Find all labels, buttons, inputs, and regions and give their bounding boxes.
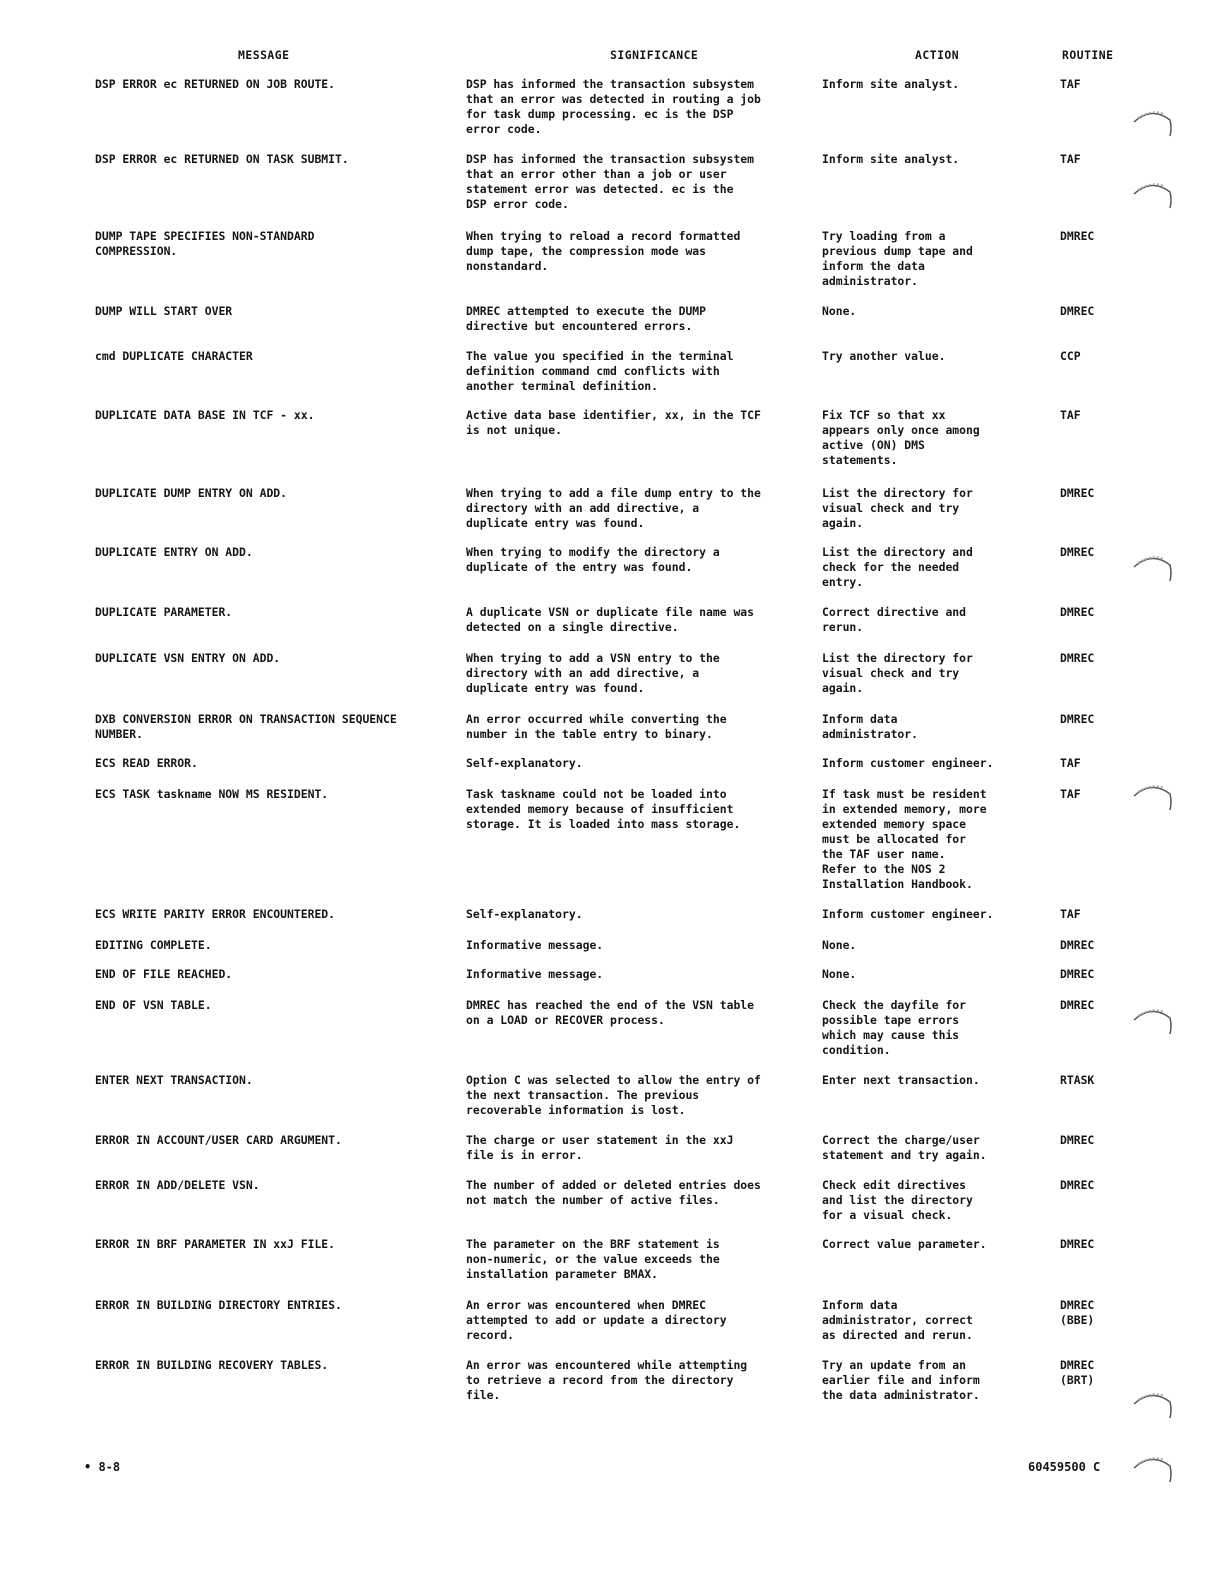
routine-text: DMREC bbox=[1060, 1178, 1095, 1192]
column-header-routine: ROUTINE bbox=[1062, 48, 1114, 62]
message-text: DUPLICATE VSN ENTRY ON ADD. bbox=[95, 651, 281, 665]
significance-text: Self-explanatory. bbox=[466, 756, 583, 770]
action-text: List the directory for visual check and try again. bbox=[822, 651, 973, 695]
action-text: Fix TCF so that xx appears only once among active (ON) DMS statements. bbox=[822, 408, 980, 467]
routine-text: DMREC bbox=[1060, 967, 1095, 981]
significance-text: DMREC attempted to execute the DUMP directive but encountered errors. bbox=[466, 304, 707, 333]
action-text: If task must be resident in extended memory, more extended memory space must be allocated for the TAF user name. Refer to the NOS 2 Installation Handbook. bbox=[822, 787, 987, 891]
message-text: DUPLICATE ENTRY ON ADD. bbox=[95, 545, 253, 559]
significance-text: When trying to modify the directory a duplicate of the entry was found. bbox=[466, 545, 720, 574]
document-number: 60459500 C bbox=[1028, 1460, 1101, 1474]
message-text: ERROR IN ACCOUNT/USER CARD ARGUMENT. bbox=[95, 1133, 342, 1147]
action-text: Correct the charge/user statement and try again. bbox=[822, 1133, 987, 1162]
punch-hole-mark bbox=[1128, 172, 1176, 220]
significance-text: An error occurred while converting the number in the table entry to binary. bbox=[466, 712, 727, 741]
action-text: Inform customer engineer. bbox=[822, 756, 994, 770]
routine-text: DMREC bbox=[1060, 1133, 1095, 1147]
significance-text: An error was encountered when DMREC attempted to add or update a directory record. bbox=[466, 1298, 727, 1342]
significance-text: Self-explanatory. bbox=[466, 907, 583, 921]
message-text: ECS TASK taskname NOW MS RESIDENT. bbox=[95, 787, 329, 801]
significance-text: When trying to add a VSN entry to the directory with an add directive, a duplicate entry was found. bbox=[466, 651, 720, 695]
action-text: Try an update from an earlier file and inform the data administrator. bbox=[822, 1358, 980, 1402]
action-text: Inform site analyst. bbox=[822, 152, 960, 166]
significance-text: The parameter on the BRF statement is non-numeric, or the value exceeds the installation parameter BMAX. bbox=[466, 1237, 720, 1281]
message-text: END OF VSN TABLE. bbox=[95, 998, 212, 1012]
action-text: Inform site analyst. bbox=[822, 77, 960, 91]
routine-text: TAF bbox=[1060, 152, 1081, 166]
significance-text: Task taskname could not be loaded into extended memory because of insufficient storage. It is loaded into mass storage. bbox=[466, 787, 741, 831]
action-text: None. bbox=[822, 304, 857, 318]
message-text: DUPLICATE DUMP ENTRY ON ADD. bbox=[95, 486, 288, 500]
significance-text: The number of added or deleted entries does not match the number of active files. bbox=[466, 1178, 761, 1207]
action-text: Try loading from a previous dump tape and inform the data administrator. bbox=[822, 229, 973, 288]
message-text: DSP ERROR ec RETURNED ON JOB ROUTE. bbox=[95, 77, 336, 91]
significance-text: When trying to reload a record formatted dump tape, the compression mode was nonstandard. bbox=[466, 229, 741, 273]
action-text: Check edit directives and list the directory for a visual check. bbox=[822, 1178, 973, 1222]
significance-text: The charge or user statement in the xxJ file is in error. bbox=[466, 1133, 734, 1162]
routine-text: DMREC bbox=[1060, 712, 1095, 726]
routine-text: DMREC bbox=[1060, 651, 1095, 665]
action-text: Inform data administrator, correct as directed and rerun. bbox=[822, 1298, 973, 1342]
routine-text: TAF bbox=[1060, 907, 1081, 921]
routine-text: TAF bbox=[1060, 408, 1081, 422]
routine-text: DMREC (BBE) bbox=[1060, 1298, 1095, 1327]
message-text: ERROR IN ADD/DELETE VSN. bbox=[95, 1178, 260, 1192]
message-text: ENTER NEXT TRANSACTION. bbox=[95, 1073, 253, 1087]
message-text: DUMP TAPE SPECIFIES NON-STANDARD COMPRESSION. bbox=[95, 229, 315, 258]
column-header-message: MESSAGE bbox=[238, 48, 290, 62]
routine-text: DMREC bbox=[1060, 938, 1095, 952]
action-text: Correct value parameter. bbox=[822, 1237, 987, 1251]
routine-text: RTASK bbox=[1060, 1073, 1095, 1087]
routine-text: CCP bbox=[1060, 349, 1081, 363]
significance-text: Informative message. bbox=[466, 938, 604, 952]
column-header-action: ACTION bbox=[915, 48, 960, 62]
action-text: Enter next transaction. bbox=[822, 1073, 980, 1087]
message-text: ERROR IN BRF PARAMETER IN xxJ FILE. bbox=[95, 1237, 336, 1251]
message-text: DUPLICATE PARAMETER. bbox=[95, 605, 233, 619]
message-text: END OF FILE REACHED. bbox=[95, 967, 233, 981]
punch-hole-mark bbox=[1128, 774, 1176, 822]
routine-text: TAF bbox=[1060, 77, 1081, 91]
message-text: DSP ERROR ec RETURNED ON TASK SUBMIT. bbox=[95, 152, 349, 166]
significance-text: A duplicate VSN or duplicate file name was detected on a single directive. bbox=[466, 605, 755, 634]
message-text: DXB CONVERSION ERROR ON TRANSACTION SEQUENCE NUMBER. bbox=[95, 712, 397, 741]
message-text: ERROR IN BUILDING DIRECTORY ENTRIES. bbox=[95, 1298, 342, 1312]
routine-text: DMREC (BRT) bbox=[1060, 1358, 1095, 1387]
significance-text: DSP has informed the transaction subsystem that an error was detected in routing a job for task dump processing. ec is the DSP error code. bbox=[466, 77, 761, 136]
message-text: cmd DUPLICATE CHARACTER bbox=[95, 349, 253, 363]
significance-text: DSP has informed the transaction subsystem that an error other than a job or user statement error was detected. ec is the DSP error code. bbox=[466, 152, 755, 211]
message-text: EDITING COMPLETE. bbox=[95, 938, 212, 952]
action-text: Try another value. bbox=[822, 349, 946, 363]
routine-text: TAF bbox=[1060, 756, 1081, 770]
significance-text: Option C was selected to allow the entry of the next transaction. The previous recoverable information is lost. bbox=[466, 1073, 761, 1117]
punch-hole-mark bbox=[1128, 545, 1176, 593]
message-text: ERROR IN BUILDING RECOVERY TABLES. bbox=[95, 1358, 329, 1372]
message-text: ECS WRITE PARITY ERROR ENCOUNTERED. bbox=[95, 907, 336, 921]
punch-hole-mark bbox=[1128, 1382, 1176, 1430]
action-text: Inform customer engineer. bbox=[822, 907, 994, 921]
punch-hole-mark bbox=[1128, 100, 1176, 148]
action-text: Correct directive and rerun. bbox=[822, 605, 967, 634]
message-text: ECS READ ERROR. bbox=[95, 756, 198, 770]
significance-text: An error was encountered while attempting to retrieve a record from the directory file. bbox=[466, 1358, 748, 1402]
punch-hole-mark bbox=[1128, 1446, 1176, 1494]
routine-text: DMREC bbox=[1060, 486, 1095, 500]
action-text: Check the dayfile for possible tape errors which may cause this condition. bbox=[822, 998, 967, 1057]
message-text: DUMP WILL START OVER bbox=[95, 304, 233, 318]
routine-text: DMREC bbox=[1060, 545, 1095, 559]
significance-text: When trying to add a file dump entry to the directory with an add directive, a duplicate entry was found. bbox=[466, 486, 761, 530]
action-text: List the directory and check for the needed entry. bbox=[822, 545, 973, 589]
action-text: List the directory for visual check and try again. bbox=[822, 486, 973, 530]
message-text: DUPLICATE DATA BASE IN TCF - xx. bbox=[95, 408, 315, 422]
significance-text: Informative message. bbox=[466, 967, 604, 981]
routine-text: DMREC bbox=[1060, 229, 1095, 243]
routine-text: TAF bbox=[1060, 787, 1081, 801]
action-text: Inform data administrator. bbox=[822, 712, 919, 741]
punch-hole-mark bbox=[1128, 998, 1176, 1046]
significance-text: Active data base identifier, xx, in the TCF is not unique. bbox=[466, 408, 761, 437]
column-header-significance: SIGNIFICANCE bbox=[610, 48, 699, 62]
routine-text: DMREC bbox=[1060, 998, 1095, 1012]
page-number: • 8-8 bbox=[84, 1460, 121, 1474]
routine-text: DMREC bbox=[1060, 1237, 1095, 1251]
significance-text: The value you specified in the terminal definition command cmd conflicts with another terminal definition. bbox=[466, 349, 734, 393]
routine-text: DMREC bbox=[1060, 304, 1095, 318]
action-text: None. bbox=[822, 938, 857, 952]
action-text: None. bbox=[822, 967, 857, 981]
routine-text: DMREC bbox=[1060, 605, 1095, 619]
significance-text: DMREC has reached the end of the VSN table on a LOAD or RECOVER process. bbox=[466, 998, 755, 1027]
